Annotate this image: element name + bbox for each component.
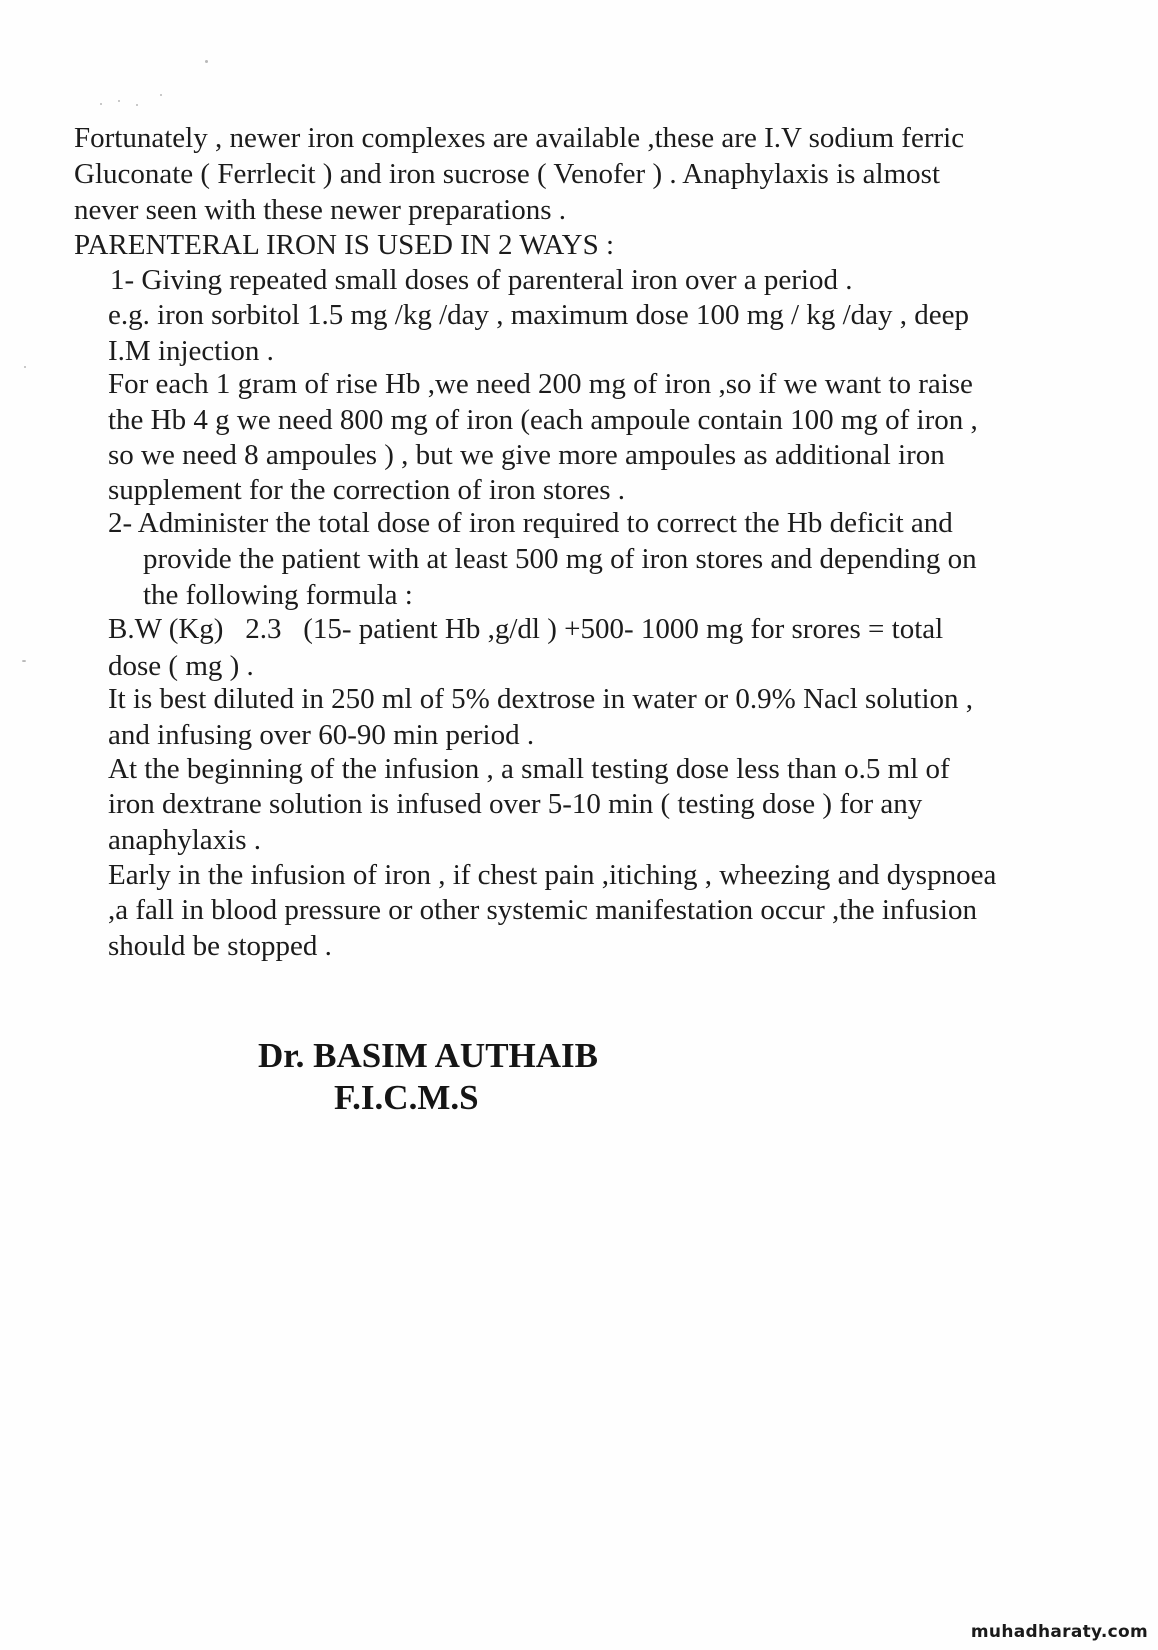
warning-line-1: Early in the infusion of iron , if chest pain ,itiching , wheezing and dyspnoea <box>108 859 997 891</box>
intro-line-1: Fortunately , newer iron complexes are available ,these are I.V sodium ferric <box>74 122 965 154</box>
method-2-line-3: the following formula : <box>143 579 413 611</box>
method-1-line-7: supplement for the correction of iron stores . <box>108 474 626 506</box>
intro-line-3: never seen with these newer preparations . <box>74 194 566 226</box>
warning-line-2: ,a fall in blood pressure or other systemic manifestation occur ,the infusion <box>108 894 977 926</box>
dose-formula-line-1: B.W (Kg) 2.3 (15- patient Hb ,g/dl ) +500- 1000 mg for srores = total <box>108 613 944 645</box>
section-heading: PARENTERAL IRON IS USED IN 2 WAYS : <box>74 229 615 261</box>
site-watermark: muhadharaty.com <box>970 1622 1148 1642</box>
author-credential: F.I.C.M.S <box>334 1078 479 1117</box>
dose-formula-line-2: dose ( mg ) . <box>108 650 254 682</box>
testing-dose-line-2: iron dextrane solution is infused over 5-10 min ( testing dose ) for any <box>108 788 923 820</box>
method-1-line-1: 1- Giving repeated small doses of parenteral iron over a period . <box>110 264 853 296</box>
author-name: Dr. BASIM AUTHAIB <box>258 1036 599 1075</box>
dilution-line-1: It is best diluted in 250 ml of 5% dextrose in water or 0.9% Nacl solution , <box>108 683 974 715</box>
testing-dose-line-3: anaphylaxis . <box>108 824 262 856</box>
method-1-line-4: For each 1 gram of rise Hb ,we need 200 mg of iron ,so if we want to raise <box>108 368 973 400</box>
testing-dose-line-1: At the beginning of the infusion , a small testing dose less than o.5 ml of <box>108 753 950 785</box>
method-2-line-1: 2- Administer the total dose of iron required to correct the Hb deficit and <box>108 507 953 539</box>
method-1-line-5: the Hb 4 g we need 800 mg of iron (each ampoule contain 100 mg of iron , <box>108 404 978 436</box>
method-1-line-2: e.g. iron sorbitol 1.5 mg /kg /day , maximum dose 100 mg / kg /day , deep <box>108 299 970 331</box>
dilution-line-2: and infusing over 60-90 min period . <box>108 719 535 751</box>
method-1-line-3: I.M injection . <box>108 335 274 367</box>
method-1-line-6: so we need 8 ampoules ) , but we give more ampoules as additional iron <box>108 439 945 471</box>
method-2-line-2: provide the patient with at least 500 mg of iron stores and depending on <box>143 543 977 575</box>
intro-line-2: Gluconate ( Ferrlecit ) and iron sucrose ( Venofer ) . Anaphylaxis is almost <box>74 158 941 190</box>
warning-line-3: should be stopped . <box>108 930 332 962</box>
